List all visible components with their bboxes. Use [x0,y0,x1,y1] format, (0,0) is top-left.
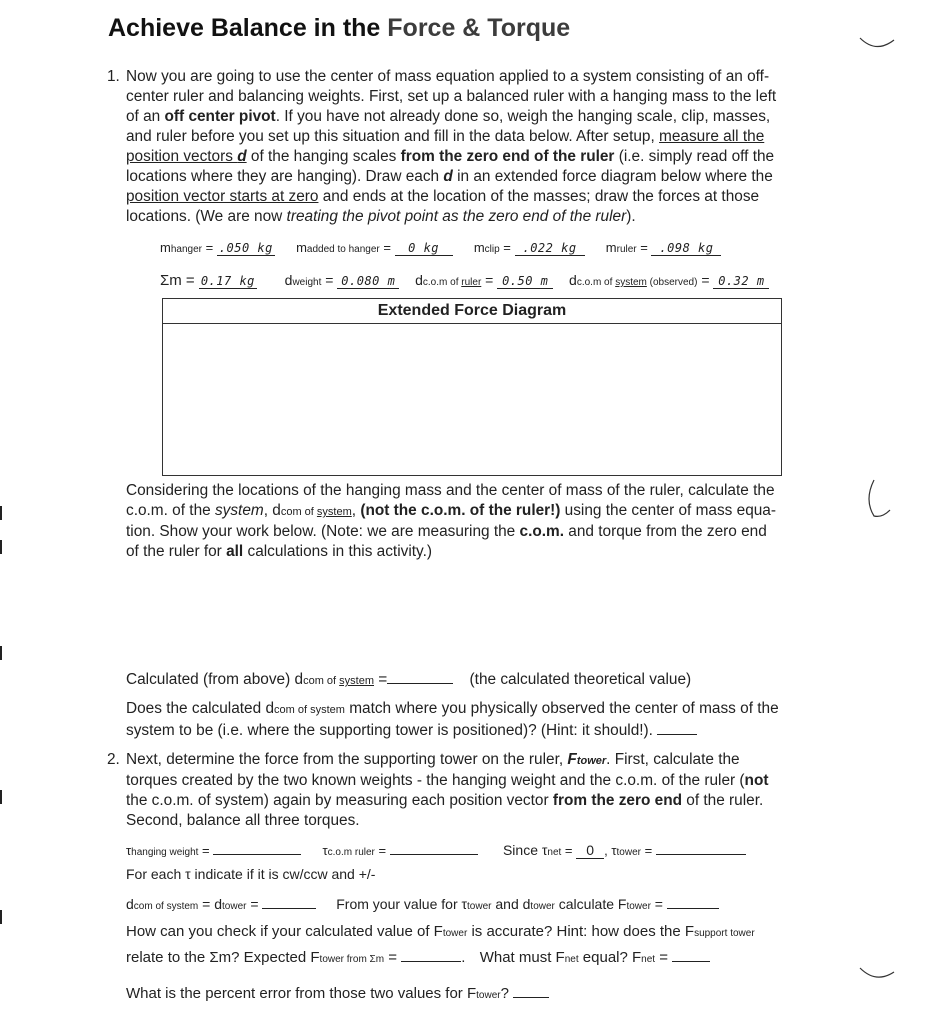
does-sub: com of system [274,704,345,716]
q1-seg: of the hanging scales [246,148,401,165]
tau-symbol: τ [126,843,132,858]
calculated-sub-u: system [339,675,374,687]
consider-seg: calculations in this activity.) [243,543,432,560]
title-main: Achieve Balance in the [108,14,388,42]
question-number-1: 1. [107,68,120,85]
d-com-system-sub-after: (observed) [646,277,698,288]
how-can-sub: tower [442,928,468,939]
q1-seg: and ruler before you set up this situation and fill in the data below. After setup, [126,128,660,145]
calculated-line: Calculated (from above) dcom of system = (the calculated theoretical value) [126,671,692,688]
tau-net-field[interactable]: 0 [576,842,604,859]
torque-row: τhanging weight = τc.o.m ruler = Since τnet = 0 , τtower = [126,842,746,859]
consider-line [126,522,826,542]
q1-seg-bold: d [237,148,247,165]
m-ruler-sub: ruler [616,244,637,255]
does-seg: Does the calculated d [126,700,275,717]
calculated-dcom-field[interactable] [387,669,453,684]
extended-force-diagram[interactable] [162,298,782,476]
how-can-sub: support tower [694,928,755,939]
m-clip-sub: clip [484,244,500,255]
left-edge-mark [0,540,2,554]
tau-hanging-field[interactable] [213,842,301,855]
q2-seg-bold: not [744,772,769,789]
relate-seg: What must F [479,949,565,966]
q1-seg: in an extended force diagram below where the [452,168,773,185]
m-hanger-label: m [160,240,171,255]
from-your-sub: tower [530,901,555,912]
q1-seg-bold: from the zero end of the ruler [400,148,615,165]
f-net-field[interactable] [672,949,710,962]
expected-f-tower-field[interactable] [401,949,461,962]
from-your-seg: and d [491,896,531,912]
dcom-sub: com of system [133,901,199,912]
tau-com-ruler-field[interactable] [390,842,478,855]
data-row-masses: mhanger = .050 kg madded to hanger = 0 kg mclip = .022 kg mruler = .098 kg [160,240,721,256]
for-each-line: For each τ indicate if it is cw/ccw and +/- [126,866,376,882]
d-com-ruler-label: d [415,272,423,288]
q1-line [126,167,826,187]
consider-paragraph [126,481,826,562]
m-hanger-sub: hanger [170,244,202,255]
q2-sub: tower [576,755,607,767]
dcom-label: d [126,896,134,912]
calculated-sub: com of [303,675,340,687]
percent-error-field[interactable] [513,985,549,998]
q1-line: Now you are going to use the center of mass equation applied to a system consisting of an off- [126,68,770,85]
q1-seg: and ends at the location of the masses; draw the forces at those [318,188,760,205]
tau-symbol: τ [322,843,328,858]
does-seg: system to be (i.e. where the supporting tower is positioned)? (Hint: it should!). [126,722,653,739]
relate-seg: relate to the Σm? Expected F [126,949,320,966]
d-weight-field[interactable]: 0.080 m [337,274,399,289]
from-your-sub: tower [467,901,492,912]
consider-line: Considering the locations of the hanging mass and the center of mass of the ruler, calculate the [126,482,775,499]
consider-seg: c.o.m. of the [126,502,215,519]
page-title [108,14,570,43]
d-com-ruler-field[interactable]: 0.50 m [497,274,553,289]
q2-seg: the c.o.m. of system) again by measuring each position vector [126,792,553,809]
q1-line [126,207,826,227]
d-weight-sub: weight [292,277,322,288]
dtower-sub: tower [222,901,247,912]
d-com-system-field[interactable]: 0.32 m [713,274,769,289]
percent-seg: What is the percent error from those two values for F [126,985,477,1002]
q2-seg-bold: from the zero end [552,792,682,809]
q2-seg: . First, calculate the [606,751,740,768]
left-edge-mark [0,506,2,520]
d-com-system-sub: c.o.m of [576,277,616,288]
q1-seg: locations where they are hanging). Draw each [126,168,444,185]
question-2-text [126,750,826,831]
calculated-note: (the calculated theoretical value) [469,671,692,688]
m-hanger-field[interactable]: .050 kg [218,241,273,255]
sum-m-field[interactable]: 0.17 kg [200,274,255,288]
does-seg: match where you physically observed the center of mass of the [344,700,779,717]
m-ruler-label: m [605,240,617,255]
q2-line [126,771,826,791]
q2-seg: Next, determine the force from the supporting tower on the ruler, [126,751,568,768]
from-your-seg: From your value for τ [336,896,468,912]
does-match-field[interactable] [657,720,697,735]
left-edge-mark [0,790,2,804]
consider-seg: using the center of mass equa- [560,502,776,519]
m-ruler-field[interactable]: .098 kg [651,241,721,256]
q1-seg-underline: position vectors [126,148,238,165]
m-clip-field[interactable]: .022 kg [515,241,585,256]
from-your-sub: tower [626,901,651,912]
q2-seg: torques created by the two known weights - the hanging weight and the c.o.m. of the ruler ( [126,772,745,789]
q1-line [126,187,826,207]
consider-seg: of the ruler for [126,543,227,560]
dcom-row: dcom of system = dtower = From your value for τtower and dtower calculate Ftower = [126,896,719,912]
percent-sub: tower [476,990,501,1001]
q1-seg-bold: d [443,168,453,185]
margin-curl-mark [860,478,892,522]
relate-sub: net [564,954,579,965]
percent-seg: ? [500,985,509,1002]
q1-line: center ruler and balancing weights. First, set up a balanced ruler with a hanging mass to the left [126,88,777,105]
q2-seg-bold: F [567,751,577,768]
q1-seg: of an [126,108,165,125]
consider-seg-bold: all [226,543,244,560]
consider-line [126,542,826,562]
how-can-seg: How can you check if your calculated value of F [126,923,443,940]
q1-seg-italic: treating the pivot point as the zero end of the ruler [286,208,627,225]
dtower-label: d [214,896,223,912]
tau-com-ruler-sub: c.o.m ruler [327,847,375,858]
q1-line [126,107,826,127]
relate-sub: tower from Σm [319,954,385,965]
left-edge-mark [0,910,2,924]
q2-line [126,750,826,771]
consider-seg: tion. Show your work below. (Note: we are measuring the [126,523,520,540]
diagram-title: Extended Force Diagram [163,299,781,324]
left-edge-mark [0,646,2,660]
sum-m-label: Σm = [160,272,199,289]
q1-line [126,147,826,167]
dtower-field[interactable] [262,896,316,909]
d-weight-label: d [284,272,293,288]
q2-seg: Second, balance all three torques. [126,812,360,829]
does-line [126,720,826,741]
d-com-system-label: d [569,272,577,288]
margin-curl-mark [858,28,898,52]
q1-seg: (i.e. simply read off the [614,148,775,165]
calculated-label: Calculated (from above) d [126,671,304,688]
m-added-label: m [296,240,307,255]
consider-seg: , [351,502,361,519]
d-com-ruler-sub-u: ruler [461,277,482,288]
consider-sub-u: system [316,506,352,518]
consider-seg-italic: system [214,502,264,519]
consider-sub: com of [280,506,317,518]
d-com-system-sub-u: system [615,277,647,288]
consider-seg-bold: c.o.m. [519,523,564,540]
tau-tower-sub: tower [616,847,641,858]
margin-curl-mark [858,958,898,982]
relate-sub: net [641,954,656,965]
m-added-field[interactable]: 0 kg [395,241,453,256]
consider-line [126,501,826,522]
consider-seg: , d [263,502,281,519]
question-1-text [126,67,826,227]
relate-line: relate to the Σm? Expected Ftower from Σm = . What must Fnet equal? Fnet = [126,949,710,966]
title-accent: Force & Torque [387,14,571,42]
how-can-line [126,923,755,940]
q2-line [126,791,826,811]
question-number-2: 2. [107,751,120,768]
consider-seg: and torque from the zero end [564,523,767,540]
tau-hanging-sub: hanging weight [131,847,199,858]
q1-seg: . If you have not already done so, weigh the hanging scale, clip, masses, [275,108,771,125]
data-row-positions: Σm = 0.17 kg dweight = 0.080 m dc.o.m of ruler = 0.50 m dc.o.m of system (observed) = 0.32 m [160,272,769,289]
q1-line [126,127,826,147]
q2-seg: of the ruler. [682,792,764,809]
tau-symbol: τ [611,843,617,858]
q1-seg-underline: position vector starts at zero [126,188,319,205]
q1-seg: ). [626,208,636,225]
f-tower-field[interactable] [667,896,719,909]
does-match-paragraph [126,699,826,741]
does-line [126,699,826,720]
q1-seg-bold: off center pivot [164,108,276,125]
relate-seg: equal? F [578,949,642,966]
since-label: Since τ [502,842,548,858]
q1-seg: locations. (We are now [126,208,287,225]
m-clip-label: m [473,240,485,255]
d-com-ruler-sub: c.o.m of [422,277,462,288]
q1-seg-underline: measure all the [659,128,765,145]
m-added-sub: added to hanger [306,244,380,255]
consider-seg-bold: (not the c.o.m. of the ruler!) [360,502,561,519]
from-your-seg: calculate F [554,896,627,912]
tau-tower-field[interactable] [656,842,746,855]
since-sub: net [547,847,562,858]
percent-error-line [126,985,549,1002]
how-can-seg: is accurate? Hint: how does the F [467,923,695,940]
q2-line [126,811,826,831]
